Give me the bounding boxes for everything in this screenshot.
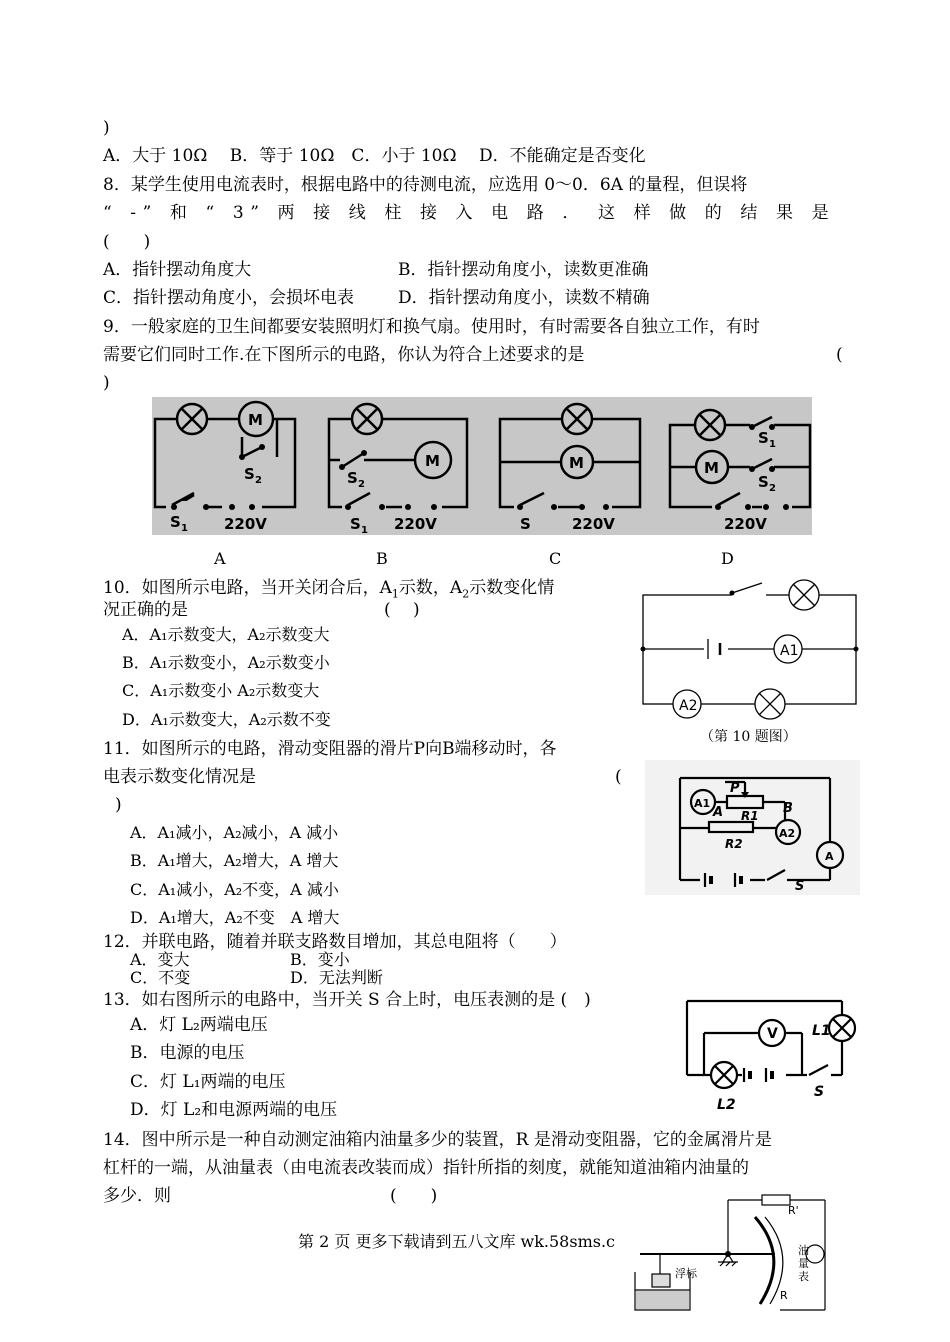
q10-caption: （第 10 题图）	[700, 729, 797, 745]
q11-line1: 11．如图所示的电路，滑动变阻器的滑片P向B端移动时，各	[103, 739, 557, 759]
q9-d-s2-sub: 2	[769, 483, 776, 494]
q9-label-b: B	[376, 549, 388, 568]
q10-line2: 况正确的是	[103, 600, 188, 620]
q11-r1-label: R1	[741, 809, 759, 823]
q11-option-c: C．A₁减小，A₂不变，A 减小	[130, 880, 339, 899]
q9-label-c: C	[549, 549, 562, 568]
q14-float-label: 浮标	[675, 1267, 697, 1280]
q9-a-s2-sub: 2	[255, 475, 262, 486]
q9-d-motor-label: M	[704, 459, 719, 477]
q9-d-s2-label: S	[758, 473, 769, 491]
q13-circuit-figure	[682, 993, 862, 1118]
q11-s-label: S	[795, 879, 805, 894]
q8-line1: 8．某学生使用电流表时，根据电路中的待测电流，应选用 0～0．6A 的量程，但误将	[103, 175, 748, 195]
q14-meter-label-3: 表	[798, 1270, 809, 1283]
page-footer: 第 2 页 更多下载请到五八文库 wk.58sms.c	[298, 1232, 616, 1251]
q9-line2: 需要它们同时工作.在下图所示的电路，你认为符合上述要求的是	[103, 345, 585, 365]
q12-option-c: C．不变	[130, 968, 191, 987]
q9-c-motor-label: M	[569, 454, 584, 472]
q10-paren: ( )	[384, 600, 420, 620]
q7-tail: )	[103, 118, 110, 138]
q14-line3: 多少．则	[103, 1186, 171, 1206]
q9-b-s2-label: S	[347, 469, 358, 487]
q9-a-s2-label: S	[244, 465, 255, 483]
q12-option-b: B．变小	[290, 950, 350, 969]
q11-p-label: P	[730, 781, 740, 796]
q9-circuits-svg	[152, 397, 812, 535]
q9-circuits-figure	[152, 397, 812, 535]
q10-option-a: A．A₁示数变大，A₂示数变大	[122, 625, 330, 644]
q13-v-label: V	[767, 1026, 778, 1042]
q12-line1: 12．并联电路，随着并联支路数目增加，其总电阻将（ ）	[103, 932, 567, 952]
q7-options: A．大于 10Ω B．等于 10Ω C．小于 10Ω D．不能确定是否变化	[103, 146, 646, 166]
q12-option-a: A．变大	[130, 950, 190, 969]
q9-label-d: D	[721, 549, 734, 568]
q14-rprime-label: R'	[788, 1204, 799, 1217]
q10-option-d: D．A₁示数变大，A₂示数不变	[122, 710, 331, 729]
q9-b-motor-label: M	[425, 452, 440, 470]
q13-option-a: A．灯 L₂两端电压	[130, 1015, 268, 1035]
q9-d-s1-label: S	[758, 429, 769, 447]
q13-line1: 13．如右图所示的电路中，当开关 S 合上时，电压表测的是 ( )	[103, 990, 591, 1010]
q11-a2-label: A2	[779, 827, 796, 840]
q12-option-d: D．无法判断	[290, 968, 383, 987]
q14-device-svg	[630, 1192, 845, 1314]
q8-option-a: A．指针摆动角度大	[103, 260, 252, 280]
q11-b-end-label: B	[783, 801, 793, 816]
q9-a-s1-sub: 1	[181, 523, 188, 534]
q9-line1: 9．一般家庭的卫生间都要安装照明灯和换气扇。使用时，有时需要各自独立工作，有时	[103, 317, 760, 337]
q9-b-s1-sub: 1	[361, 525, 368, 535]
q10-line1-b: 示数，A	[398, 578, 463, 598]
q13-option-c: C．灯 L₁两端的电压	[130, 1072, 286, 1092]
q8-line3: ( )	[103, 232, 151, 252]
q11-paren-close: )	[115, 795, 122, 815]
q9-b-s2-sub: 2	[358, 479, 365, 490]
q10-line1-sub2: 2	[462, 587, 470, 601]
q9-a-s1-label: S	[170, 513, 181, 531]
q8-option-c: C．指针摆动角度小，会损坏电表	[103, 288, 355, 308]
q13-option-b: B．电源的电压	[130, 1043, 245, 1063]
q10-line1-a: 10．如图所示电路，当开关闭合后，A	[103, 578, 392, 598]
q13-l1-label: L1	[812, 1023, 831, 1039]
q11-circuit-svg	[645, 760, 860, 895]
q10-option-b: B．A₁示数变小，A₂示数变小	[122, 653, 330, 672]
q10-line1-sub1: 1	[391, 587, 399, 601]
q11-option-b: B．A₁增大，A₂增大，A 增大	[130, 851, 339, 870]
q10-circuit-svg	[636, 578, 866, 728]
q10-a2-label: A2	[679, 698, 698, 714]
q9-a-voltage: 220V	[224, 515, 267, 533]
q11-a-meter-label: A	[825, 850, 834, 863]
q11-paren-open: (	[615, 767, 622, 787]
q9-c-voltage: 220V	[572, 515, 615, 533]
q11-a-end-label: A	[713, 805, 724, 820]
q14-paren: ( )	[390, 1186, 438, 1206]
q14-line1: 14．图中所示是一种自动测定油箱内油量多少的装置，R 是滑动变阻器，它的金属滑片是	[103, 1130, 772, 1150]
q11-r2-label: R2	[725, 837, 743, 851]
q10-option-c: C．A₁示数变小 A₂示数变大	[122, 681, 320, 700]
q8-option-b: B．指针摆动角度小，读数更准确	[398, 260, 649, 280]
q10-circuit-figure	[636, 578, 866, 728]
q9-c-s-label: S	[520, 515, 531, 533]
q11-option-a: A．A₁减小，A₂减小，A 减小	[130, 823, 339, 842]
q11-a1-label: A1	[694, 797, 711, 810]
q10-line1-c: 示数变化情	[469, 578, 555, 598]
q9-a-motor-label: M	[248, 411, 263, 429]
q11-line2: 电表示数变化情况是	[103, 767, 256, 787]
q9-paren-open: (	[836, 345, 843, 365]
q9-paren-close: )	[103, 373, 110, 393]
q10-a1-label: A1	[780, 643, 799, 659]
q13-l2-label: L2	[717, 1097, 736, 1113]
q9-d-s1-sub: 1	[769, 439, 776, 450]
q8-line2	[103, 203, 835, 223]
q13-s-label: S	[814, 1084, 825, 1100]
q14-meter-label-2: 量	[798, 1257, 809, 1270]
q14-line2: 杠杆的一端，从油量表（由电流表改装而成）指针所指的刻度，就能知道油箱内油量的	[103, 1158, 749, 1178]
q11-option-d: D．A₁增大，A₂不变 A 增大	[130, 908, 340, 927]
q9-d-voltage: 220V	[724, 515, 767, 533]
q9-b-s1-label: S	[350, 515, 361, 533]
q13-option-d: D．灯 L₂和电源两端的电压	[130, 1100, 338, 1120]
q14-r-label: R	[780, 1289, 788, 1302]
q8-option-d: D．指针摆动角度小，读数不精确	[398, 288, 650, 308]
q14-meter-label-1: 油	[798, 1244, 809, 1257]
q13-circuit-svg	[682, 993, 862, 1118]
q11-circuit-figure	[645, 760, 860, 895]
q9-b-voltage: 220V	[394, 515, 437, 533]
q8-line2-text: “ -” 和 “ 3” 两 接 线 柱 接 入 电 路 ． 这 样 做 的 结 果 是	[103, 203, 836, 223]
q9-label-a: A	[214, 549, 226, 568]
q14-device-figure	[630, 1192, 845, 1314]
